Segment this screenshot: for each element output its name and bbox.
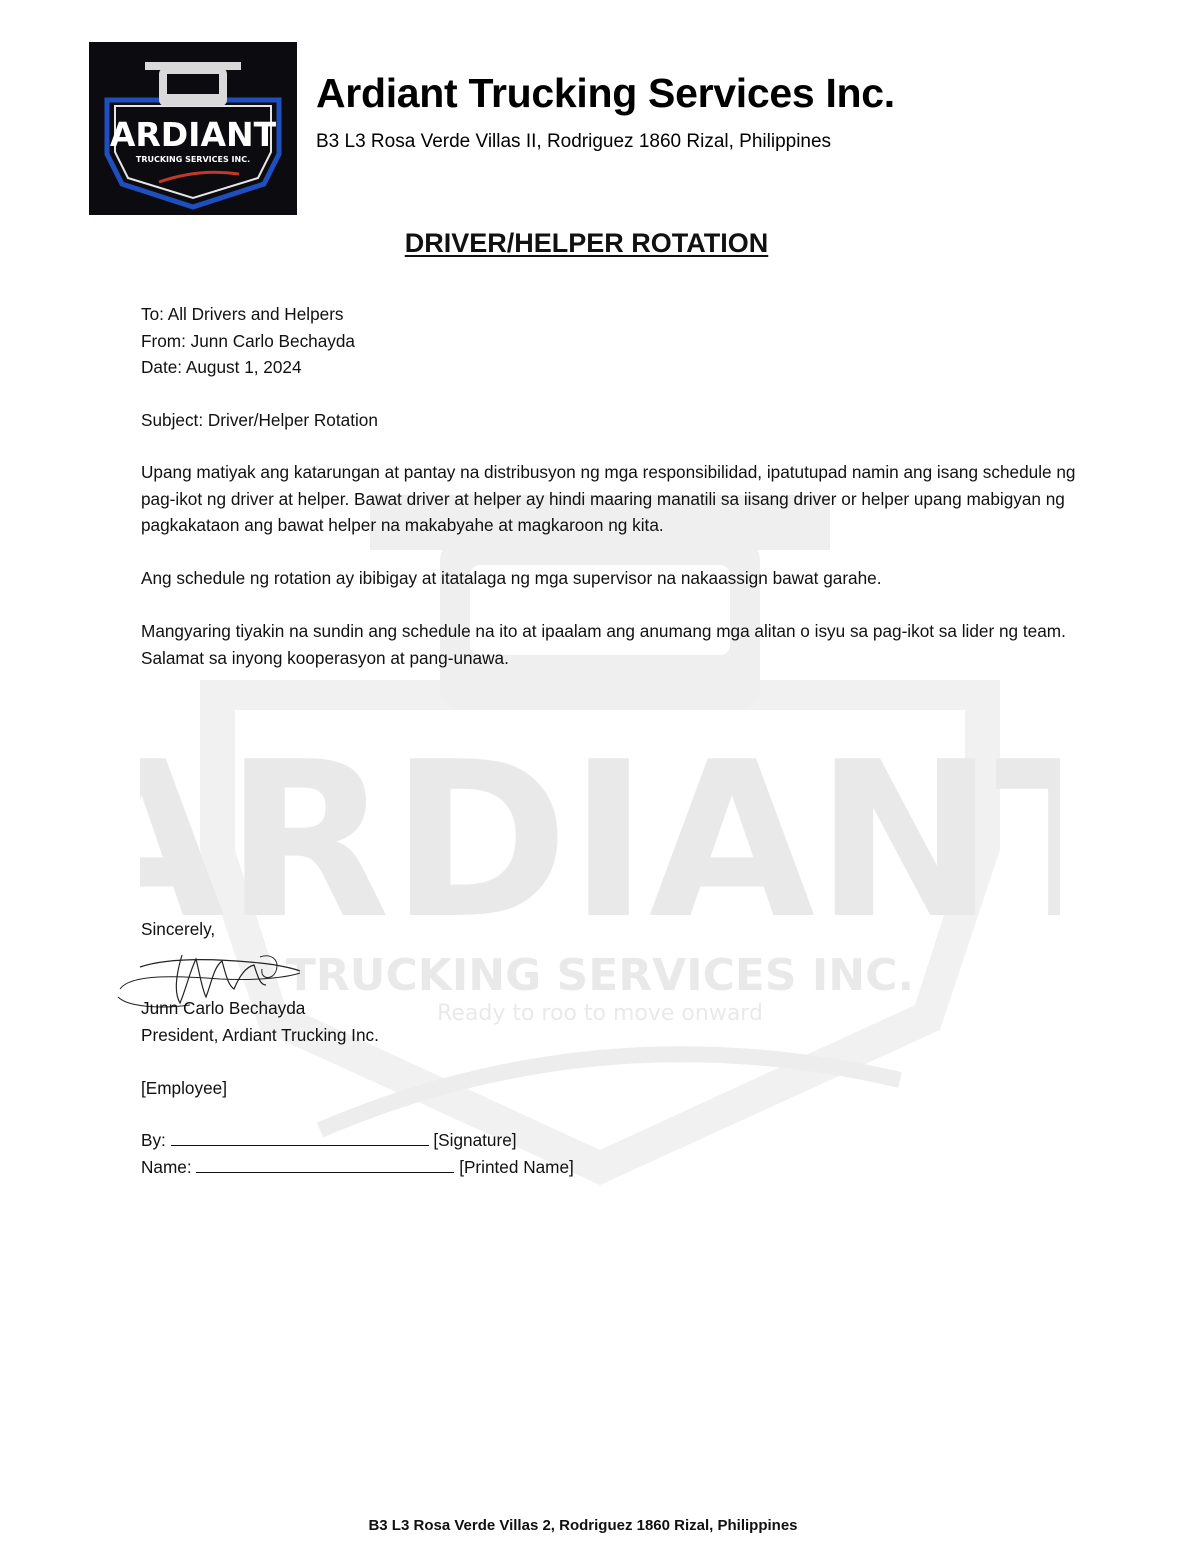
memo-paragraph-1: Upang matiyak ang katarungan at pantay na distribusyon ng mga responsibilidad, ipatutupad namin ang isang schedule ng pag-ikot ng driver at helper. Bawat driver at helper ay hindi maaring manatili sa iisang driver or helper upang mabigyan ng pagkakataon ang bawat helper na makabyahe at magkaroon ng kita. xyxy=(141,462,1076,535)
memo-to: To: All Drivers and Helpers xyxy=(141,304,344,324)
closing-salutation: Sincerely, xyxy=(141,919,216,939)
signatory-block xyxy=(141,995,1076,1048)
by-label: By: xyxy=(141,1130,166,1150)
signature-line xyxy=(141,1127,1076,1154)
printed-name-blank[interactable] xyxy=(196,1156,454,1173)
signature-blank[interactable] xyxy=(171,1129,429,1146)
logo-wordmark: ARDIANT xyxy=(109,115,277,154)
memo-paragraph-3: Mangyaring tiyakin na sundin ang schedule na ito at ipaalam ang anumang mga alitan o isyu sa pag-ikot sa lider ng team. Salamat sa inyong kooperasyon at pang-unawa. xyxy=(141,621,1066,668)
signature-hint: [Signature] xyxy=(433,1130,517,1150)
company-address: B3 L3 Rosa Verde Villas II, Rodriguez 1860 Rizal, Philippines xyxy=(316,131,832,152)
printed-name-hint: [Printed Name] xyxy=(459,1156,574,1177)
memo-date: Date: August 1, 2024 xyxy=(141,357,302,377)
company-name: Ardiant Trucking Services Inc. xyxy=(316,70,895,116)
signatory-title: President, Ardiant Trucking Inc. xyxy=(141,1024,379,1045)
company-logo xyxy=(89,42,297,215)
printed-name-line xyxy=(141,1154,1076,1181)
memo-header xyxy=(141,301,1076,381)
memo-paragraph-2: Ang schedule ng rotation ay ibibigay at itatalaga ng mga supervisor na nakaassign bawat garahe. xyxy=(141,568,882,588)
acknowledgment-fields xyxy=(141,1127,1076,1180)
watermark-subtitle: TRUCKING SERVICES INC. xyxy=(285,950,915,1001)
document-title xyxy=(0,228,1173,259)
watermark-title: ARDIAN xyxy=(140,715,996,966)
employee-label: [Employee] xyxy=(141,1078,227,1098)
memo-from: From: Junn Carlo Bechayda xyxy=(141,330,355,351)
memo-subject: Subject: Driver/Helper Rotation xyxy=(141,410,378,430)
logo-subtext: TRUCKING SERVICES INC. xyxy=(135,155,251,164)
document-title-text: DRIVER/HELPER ROTATION xyxy=(404,228,769,258)
signatory-name: Junn Carlo Bechayda xyxy=(141,998,306,1018)
footer-address: B3 L3 Rosa Verde Villas 2, Rodriguez 1860 Rizal, Philippines xyxy=(368,1517,798,1534)
name-label: Name: xyxy=(141,1156,192,1177)
watermark-tagline: Ready to roo to move onward xyxy=(437,1001,763,1026)
